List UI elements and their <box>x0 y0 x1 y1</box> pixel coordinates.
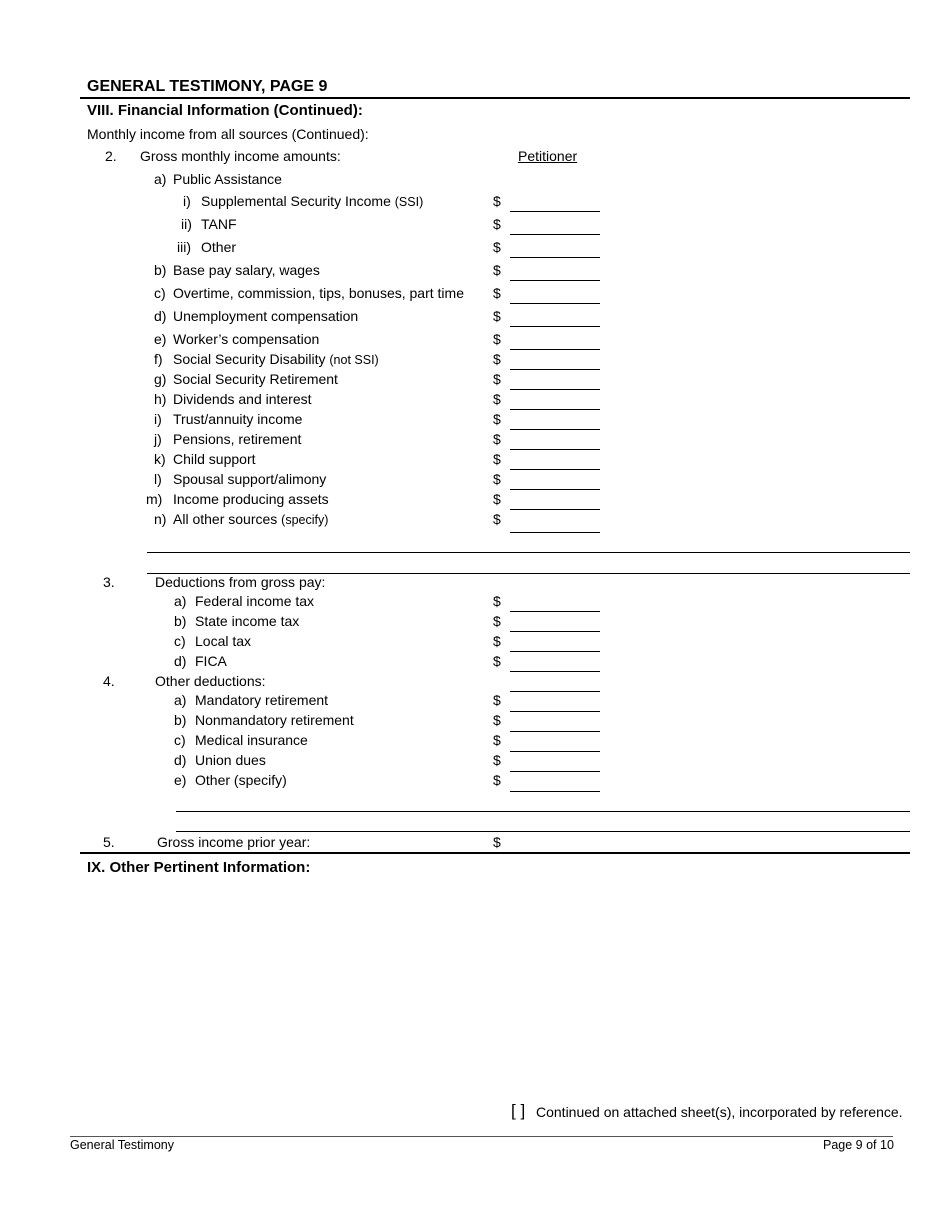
title-divider <box>80 97 910 99</box>
income-item-dollar: $ <box>493 285 501 301</box>
footer-right: Page 9 of 10 <box>823 1138 894 1152</box>
footer-divider <box>70 1136 893 1137</box>
item-5-number: 5. <box>103 834 115 850</box>
income-item-dollar: $ <box>493 371 501 387</box>
public-assistance-label: Public Assistance <box>173 171 282 187</box>
income-item-marker: k) <box>154 451 166 467</box>
income-item-amount-line[interactable] <box>510 389 600 390</box>
income-item-label <box>173 308 358 324</box>
income-item-label-text: Worker’s compensation <box>173 331 320 347</box>
deduction-item-marker: b) <box>174 613 187 629</box>
other-deduction-item-label <box>195 752 266 768</box>
page-title: GENERAL TESTIMONY, PAGE 9 <box>87 78 328 95</box>
deduction-item-label <box>195 593 314 609</box>
income-item-amount-line[interactable] <box>510 349 600 350</box>
income-item-marker: g) <box>154 371 167 387</box>
deduction-item-label-text: State income tax <box>195 613 300 629</box>
footer-left: General Testimony <box>70 1138 174 1152</box>
other-deduction-item-dollar: $ <box>493 692 501 708</box>
other-deduction-item-label-text: Union dues <box>195 752 266 768</box>
income-item-dollar: $ <box>493 308 501 324</box>
income-item-dollar: $ <box>493 491 501 507</box>
income-item-marker: h) <box>154 391 167 407</box>
income-item-marker: d) <box>154 308 167 324</box>
other-deduction-item-amount-line[interactable] <box>510 731 600 732</box>
other-deduction-item-label <box>195 692 328 708</box>
section-9-divider <box>80 852 910 854</box>
income-item-label <box>173 351 379 367</box>
deduction-item-label-text: FICA <box>195 653 227 669</box>
income-item-amount-line[interactable] <box>510 369 600 370</box>
income-item-label <box>173 371 338 387</box>
item-2-label: Gross monthly income amounts: <box>140 148 341 164</box>
income-item-label <box>173 451 256 467</box>
public-assistance-item-note: (SSI) <box>394 195 424 209</box>
income-item-marker: m) <box>146 491 163 507</box>
other-information-area[interactable] <box>87 880 910 1095</box>
income-item-amount-line[interactable] <box>510 489 600 490</box>
income-item-marker: c) <box>154 285 166 301</box>
deduction-item-amount-line[interactable] <box>510 671 600 672</box>
income-item-label-text: Overtime, commission, tips, bonuses, part time <box>173 285 464 301</box>
public-assistance-item-label <box>201 239 236 255</box>
other-deduction-item-dollar: $ <box>493 712 501 728</box>
income-item-marker: i) <box>154 411 162 427</box>
item-2-number: 2. <box>105 148 117 164</box>
income-item-dollar: $ <box>493 511 501 527</box>
income-item-dollar: $ <box>493 391 501 407</box>
public-assistance-item-dollar: $ <box>493 193 501 209</box>
income-item-label <box>173 471 326 487</box>
item-5-label: Gross income prior year: <box>157 834 311 850</box>
item-3-label: Deductions from gross pay: <box>155 574 326 590</box>
deduction-item-label <box>195 653 227 669</box>
other-deduction-item-amount-line[interactable] <box>510 711 600 712</box>
deduction-item-dollar: $ <box>493 613 501 629</box>
section-8-heading: VIII. Financial Information (Continued): <box>87 102 363 119</box>
section-9-heading: IX. Other Pertinent Information: <box>87 859 311 876</box>
deduction-item-marker: a) <box>174 593 187 609</box>
public-assistance-item-amount-line[interactable] <box>510 234 600 235</box>
deduction-item-label <box>195 613 299 629</box>
deduction-item-label-text: Federal income tax <box>195 593 315 609</box>
other-deduction-item-dollar: $ <box>493 772 501 788</box>
other-deduction-item-label-text: Mandatory retirement <box>195 692 329 708</box>
other-deduction-item-label-text: Nonmandatory retirement <box>195 712 354 728</box>
income-item-note: (not SSI) <box>329 353 379 367</box>
item-4-label: Other deductions: <box>155 673 266 689</box>
other-deduction-item-marker: b) <box>174 712 187 728</box>
petitioner-column-header: Petitioner <box>518 148 578 164</box>
other-deduction-item-label <box>195 712 354 728</box>
income-item-dollar: $ <box>493 431 501 447</box>
income-item-dollar: $ <box>493 262 501 278</box>
other-specify-line-1[interactable] <box>176 811 910 812</box>
other-deduction-item-dollar: $ <box>493 732 501 748</box>
income-item-label <box>173 391 312 407</box>
public-assistance-marker: a) <box>154 171 167 187</box>
public-assistance-item-marker: iii) <box>177 239 191 255</box>
public-assistance-item-marker: ii) <box>181 216 192 232</box>
income-item-label-text: Child support <box>173 451 256 467</box>
other-deduction-item-marker: a) <box>174 692 187 708</box>
income-item-note: (specify) <box>281 513 329 527</box>
other-deduction-item-label <box>195 772 287 788</box>
income-item-amount-line[interactable] <box>510 303 600 304</box>
income-item-label <box>173 431 301 447</box>
other-deduction-item-label <box>195 732 308 748</box>
income-item-label-text: Income producing assets <box>173 491 329 507</box>
income-item-dollar: $ <box>493 351 501 367</box>
income-item-marker: f) <box>154 351 163 367</box>
income-item-amount-line[interactable] <box>510 280 600 281</box>
deduction-item-amount-line[interactable] <box>510 651 600 652</box>
deduction-item-dollar: $ <box>493 653 501 669</box>
income-item-label-text: Unemployment compensation <box>173 308 359 324</box>
income-item-amount-line[interactable] <box>510 449 600 450</box>
section-8-subheading: Monthly income from all sources (Continued): <box>87 126 369 142</box>
deduction-item-dollar: $ <box>493 593 501 609</box>
income-item-label-text: Base pay salary, wages <box>173 262 320 278</box>
income-item-label-text: All other sources <box>173 511 278 527</box>
other-deduction-item-marker: c) <box>174 732 186 748</box>
income-item-label <box>173 331 319 347</box>
income-item-dollar: $ <box>493 451 501 467</box>
income-item-amount-line[interactable] <box>510 469 600 470</box>
deduction-item-amount-line[interactable] <box>510 631 600 632</box>
income-item-amount-line[interactable] <box>510 509 600 510</box>
public-assistance-item-amount-line[interactable] <box>510 211 600 212</box>
income-item-label <box>173 511 328 527</box>
income-item-marker: b) <box>154 262 167 278</box>
income-item-marker: j) <box>154 431 162 447</box>
specify-line-1[interactable] <box>147 552 910 553</box>
income-item-label <box>173 411 302 427</box>
other-deduction-item-amount-line[interactable] <box>510 791 600 792</box>
public-assistance-item-dollar: $ <box>493 216 501 232</box>
income-item-label <box>173 285 464 301</box>
income-item-amount-line[interactable] <box>510 409 600 410</box>
income-item-dollar: $ <box>493 331 501 347</box>
other-specify-line-2[interactable] <box>176 831 910 832</box>
public-assistance-item-label <box>201 216 237 232</box>
public-assistance-item-dollar: $ <box>493 239 501 255</box>
deduction-item-marker: d) <box>174 653 187 669</box>
income-item-label-text: Dividends and interest <box>173 391 312 407</box>
public-assistance-item-label <box>201 193 423 209</box>
income-item-amount-line[interactable] <box>510 429 600 430</box>
income-item-label-text: Social Security Retirement <box>173 371 338 387</box>
public-assistance-item-label-text: TANF <box>201 216 237 232</box>
income-item-marker: l) <box>154 471 162 487</box>
income-item-marker: n) <box>154 511 167 527</box>
deduction-item-dollar: $ <box>493 633 501 649</box>
deduction-item-label <box>195 633 251 649</box>
other-deduction-item-label-text: Medical insurance <box>195 732 308 748</box>
deduction-item-amount-line[interactable] <box>510 611 600 612</box>
item-4-number: 4. <box>103 673 115 689</box>
income-item-amount-line[interactable] <box>510 532 600 533</box>
other-deduction-item-amount-line[interactable] <box>510 771 600 772</box>
item-3-number: 3. <box>103 574 115 590</box>
income-item-label-text: Trust/annuity income <box>173 411 303 427</box>
other-deduction-item-label-text: Other (specify) <box>195 772 287 788</box>
other-deduction-item-amount-line[interactable] <box>510 751 600 752</box>
item-4-blank-line[interactable] <box>510 691 600 692</box>
income-item-dollar: $ <box>493 411 501 427</box>
income-item-label-text: Pensions, retirement <box>173 431 302 447</box>
other-deduction-item-marker: e) <box>174 772 187 788</box>
deduction-item-label-text: Local tax <box>195 633 252 649</box>
item-5-dollar: $ <box>493 834 501 850</box>
income-item-label-text: Social Security Disability <box>173 351 326 367</box>
income-item-marker: e) <box>154 331 167 347</box>
public-assistance-item-marker: i) <box>183 193 191 209</box>
other-deduction-item-dollar: $ <box>493 752 501 768</box>
income-item-dollar: $ <box>493 471 501 487</box>
income-item-label <box>173 262 320 278</box>
income-item-label <box>173 491 329 507</box>
public-assistance-item-label-text: Supplemental Security Income <box>201 193 391 209</box>
public-assistance-item-label-text: Other <box>201 239 237 255</box>
continued-text: Continued on attached sheet(s), incorporated by reference. <box>536 1104 903 1120</box>
other-deduction-item-marker: d) <box>174 752 187 768</box>
public-assistance-item-amount-line[interactable] <box>510 257 600 258</box>
income-item-label-text: Spousal support/alimony <box>173 471 327 487</box>
deduction-item-marker: c) <box>174 633 186 649</box>
income-item-amount-line[interactable] <box>510 326 600 327</box>
continued-checkbox[interactable]: [ ] <box>511 1101 526 1120</box>
